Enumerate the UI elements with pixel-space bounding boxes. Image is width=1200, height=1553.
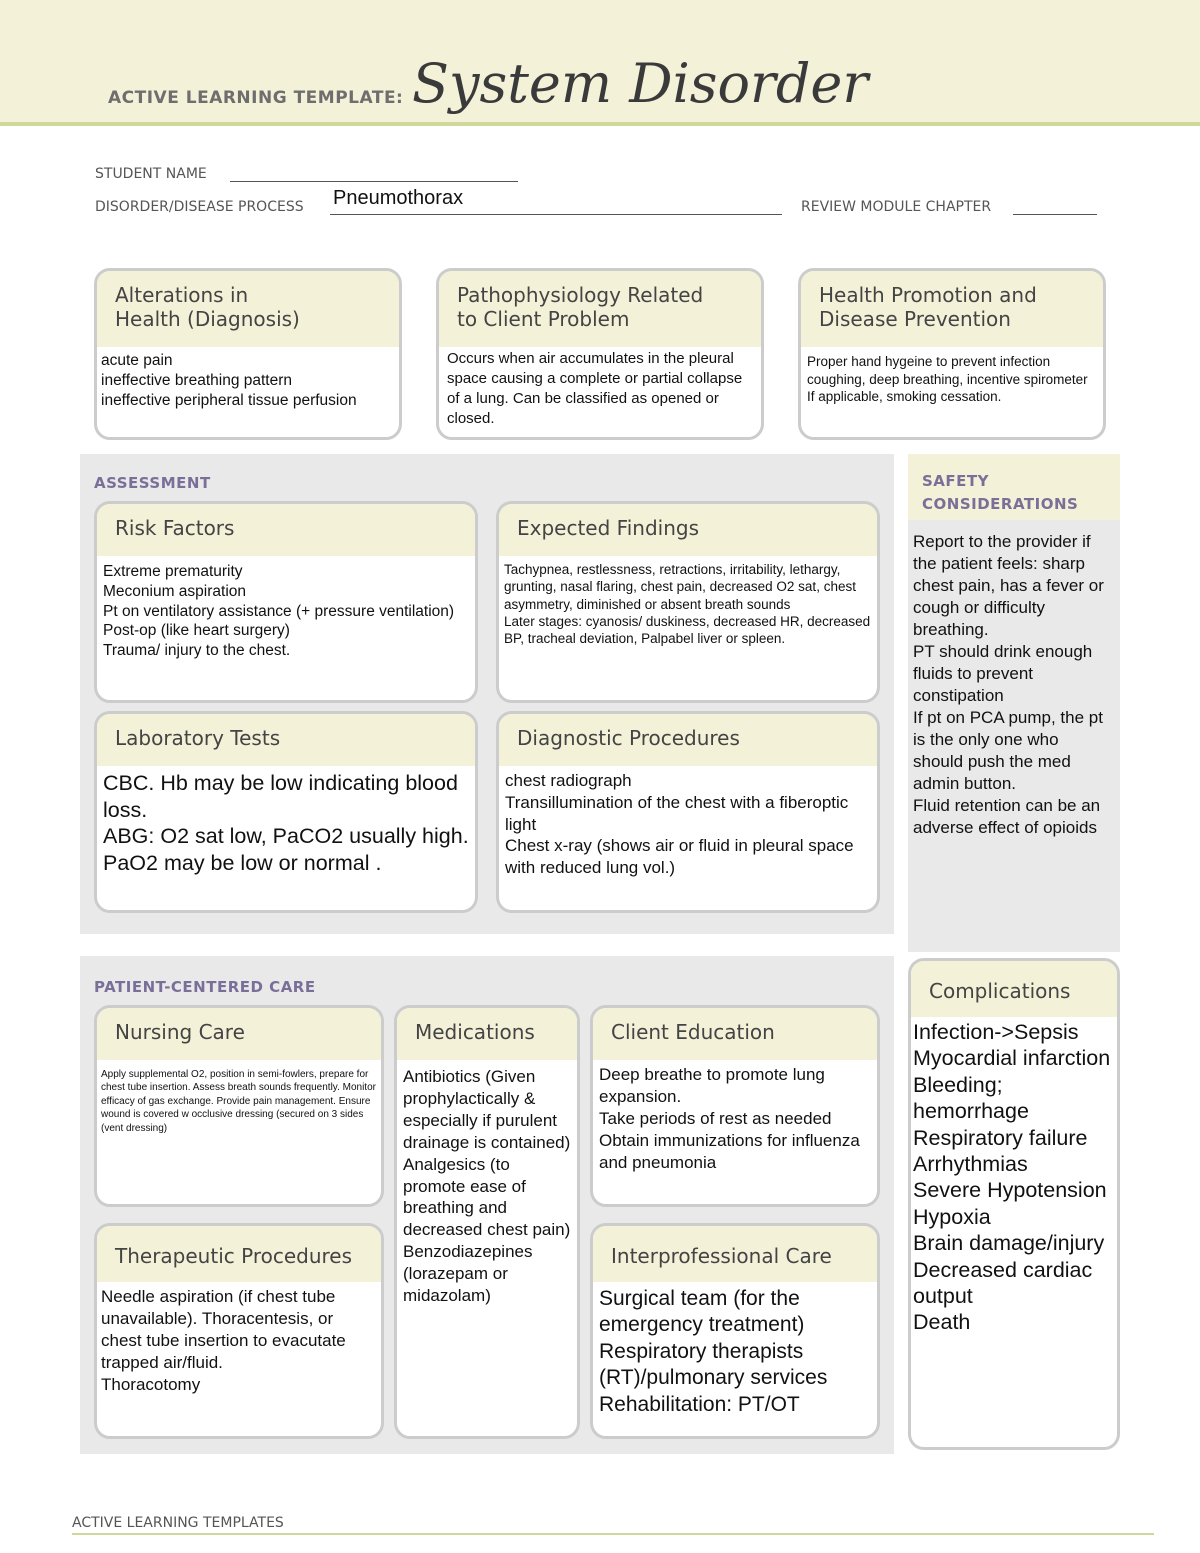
assessment-label: ASSESSMENT	[94, 474, 211, 492]
template-label: ACTIVE LEARNING TEMPLATE:	[108, 88, 404, 108]
diagnostic-procedures-content: chest radiograph Transillumination of the chest with a fiberoptic light Chest x-ray (shows air or fluid in pleural space with reduced lung vol.)	[505, 771, 854, 878]
student-name-field[interactable]	[230, 181, 518, 182]
expected-findings-box	[496, 501, 880, 703]
complications-content: Infection->Sepsis Myocardial infarction Bleeding; hemorrhage Respiratory failure Arrhythmias Severe Hypotension Hypoxia Brain damage/injury Decreased cardiac output Death	[913, 1020, 1111, 1335]
interprofessional-care-content: Surgical team (for the emergency treatment) Respiratory therapists (RT)/pulmonary services Rehabilitation: PT/OT	[599, 1287, 828, 1416]
diagnostic-procedures-title: Diagnostic Procedures	[499, 714, 877, 766]
disorder-label: DISORDER/DISEASE PROCESS	[95, 199, 304, 215]
pathophysiology-title: Pathophysiology Related to Client Problem	[439, 271, 761, 347]
interprofessional-care-title: Interprofessional Care	[593, 1226, 877, 1282]
lab-tests-title: Laboratory Tests	[97, 714, 475, 766]
complications-box	[908, 958, 1120, 1450]
expected-findings-title: Expected Findings	[499, 504, 877, 556]
page-title: System Disorder	[412, 52, 869, 115]
risk-factors-title: Risk Factors	[97, 504, 475, 556]
nursing-care-content: Apply supplemental O2, position in semi-fowlers, prepare for chest tube insertion. Assess breath sounds frequently. Monitor efficacy of gas exchange. Provide pain management. Ensure wound is covered w occlusive dressing (secured on 3 sides (vent dressing)	[101, 1069, 376, 1134]
health-promotion-content: Proper hand hygeine to prevent infection coughing, deep breathing, incentive spirometer If applicable, smoking cessation.	[807, 354, 1088, 404]
client-education-box	[590, 1005, 880, 1207]
risk-factors-box	[94, 501, 478, 703]
medications-content: Antibiotics (Given prophylactically & especially if purulent drainage is contained) Analgesics (to promote ease of breathing and decreased chest pain) Benzodiazepines (lorazepam or midazolam)	[403, 1067, 571, 1306]
medications-box	[394, 1005, 580, 1439]
alterations-title: Alterations in Health (Diagnosis)	[97, 271, 399, 347]
patient-care-label: PATIENT-CENTERED CARE	[94, 978, 316, 996]
alterations-box	[94, 268, 402, 440]
expected-findings-content: Tachypnea, restlessness, retractions, irritability, lethargy, grunting, nasal flaring, chest pain, decreased O2 sat, chest asymmetry, diminished or absent breath sounds Later stages: cyanosis/ duskiness, decreased HR, decreased BP, tracheal deviation, Palpabel liver or spleen.	[504, 562, 871, 647]
nursing-care-title: Nursing Care	[97, 1008, 381, 1060]
nursing-care-box	[94, 1005, 384, 1207]
pathophysiology-box	[436, 268, 764, 440]
disorder-field[interactable]: Pneumothorax	[333, 187, 464, 209]
alterations-content: acute pain ineffective breathing pattern ineffective peripheral tissue perfusion	[101, 352, 357, 409]
safety-content: Report to the provider if the patient feels: sharp chest pain, has a fever or cough or difficulty breathing. PT should drink enough fluids to prevent constipation If pt on PCA pump, the pt is the only one who should push the med admin button. Fluid retention can be an adverse effect of opioids	[913, 532, 1104, 837]
footer-label: ACTIVE LEARNING TEMPLATES	[72, 1515, 284, 1531]
complications-title: Complications	[911, 961, 1117, 1017]
client-education-title: Client Education	[593, 1008, 877, 1060]
client-education-content: Deep breathe to promote lung expansion. Take periods of rest as needed Obtain immunizations for influenza and pneumonia	[599, 1065, 860, 1172]
health-promotion-box	[798, 268, 1106, 440]
therapeutic-procedures-content: Needle aspiration (if chest tube unavailable). Thoracentesis, or chest tube insertion to evacutate trapped air/fluid. Thoracotomy	[101, 1287, 346, 1394]
footer-divider	[72, 1533, 1154, 1535]
health-promotion-title: Health Promotion and Disease Prevention	[801, 271, 1103, 347]
lab-tests-content: CBC. Hb may be low indicating blood loss. ABG: O2 sat low, PaCO2 usually high. PaO2 may be low or normal .	[103, 771, 469, 875]
medications-title: Medications	[397, 1008, 577, 1060]
safety-title: SAFETY CONSIDERATIONS	[908, 454, 1120, 520]
pathophysiology-content: Occurs when air accumulates in the pleural space causing a complete or partial collapse of a lung. Can be classified as opened or closed.	[447, 350, 743, 427]
student-name-label: STUDENT NAME	[95, 166, 207, 182]
header-divider	[0, 122, 1200, 126]
diagnostic-procedures-box	[496, 711, 880, 913]
therapeutic-procedures-box	[94, 1223, 384, 1439]
interprofessional-care-box	[590, 1223, 880, 1439]
review-chapter-label: REVIEW MODULE CHAPTER	[801, 199, 992, 215]
review-chapter-field[interactable]	[1013, 214, 1097, 215]
risk-factors-content: Extreme prematurity Meconium aspiration Pt on ventilatory assistance (+ pressure ventilation) Post-op (like heart surgery) Trauma/ injury to the chest.	[103, 563, 455, 660]
lab-tests-box	[94, 711, 478, 913]
disorder-field-line	[330, 214, 782, 215]
therapeutic-procedures-title: Therapeutic Procedures	[97, 1226, 381, 1282]
